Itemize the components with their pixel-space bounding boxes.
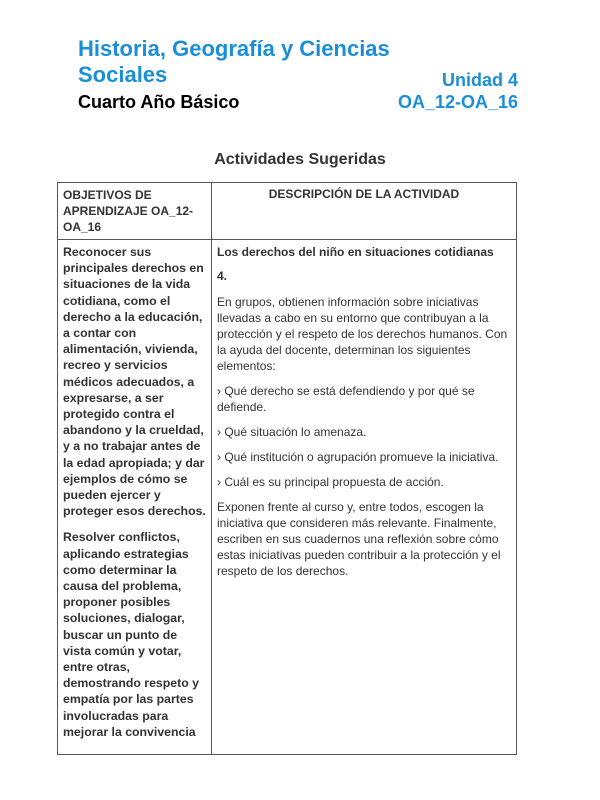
objectives-header: OBJETIVOS DE APRENDIZAJE OA_12-OA_16 <box>58 183 212 240</box>
activities-table <box>57 182 517 755</box>
list-item: › Qué institución o agrupación promueve la iniciativa. <box>217 450 499 464</box>
activity-subtitle: Los derechos del niño en situaciones cotidianas <box>217 245 494 259</box>
title-line-1: Historia, Geografía y Ciencias <box>78 36 390 61</box>
grade-label: Cuarto Año Básico <box>78 92 240 112</box>
table-row <box>58 240 517 755</box>
unit-label: Unidad 4 <box>441 70 518 90</box>
title-line-2: Sociales <box>78 62 168 87</box>
activity-header: DESCRIPCIÓN DE LA ACTIVIDAD <box>212 183 517 240</box>
activity-cell <box>212 240 517 755</box>
table-header-row <box>58 183 517 240</box>
list-item: › Cuál es su principal propuesta de acción. <box>217 475 444 489</box>
activity-intro: En grupos, obtienen información sobre iniciativas llevadas a cabo en su entorno que contribuyan a la protección y el respeto de los derechos humanos. Con la ayuda del docente, determinan los siguientes elementos: <box>217 295 508 373</box>
activity-number: 4. <box>217 269 228 283</box>
section-title: Actividades Sugeridas <box>214 151 386 168</box>
objective-text: Reconocer sus principales derechos en situaciones de la vida cotidiana, como el derecho a la educación, a contar con alimentación, vivienda, recreo y servicios médicos adecuados, a expresarse, a ser protegido contra el abandono y la crueldad, y a no trabajar antes de la edad apropiada; y dar ejemplos de cómo se pueden ejercer y proteger esos derechos. <box>63 245 206 519</box>
objective-text: Resolver conflictos, aplicando estrategias como determinar la causa del problema, proponer posibles soluciones, dialogar, buscar un punto de vista común y votar, entre otras, demostrando respeto y empatía por las partes involucradas para mejorar la convivencia <box>63 530 199 739</box>
list-item: › Qué derecho se está defendiendo y por qué se defiende. <box>217 384 475 414</box>
activity-closing: Exponen frente al curso y, entre todos, escogen la iniciativa que consideren más relevante. Finalmente, escriben en sus cuadernos una reflexión sobre cómo estas iniciativas pueden contribuir a la protección y el respeto de los derechos. <box>217 500 501 578</box>
list-item: › Qué situación lo amenaza. <box>217 425 367 439</box>
oa-range-label: OA_12-OA_16 <box>397 92 518 112</box>
objectives-cell <box>58 240 212 755</box>
